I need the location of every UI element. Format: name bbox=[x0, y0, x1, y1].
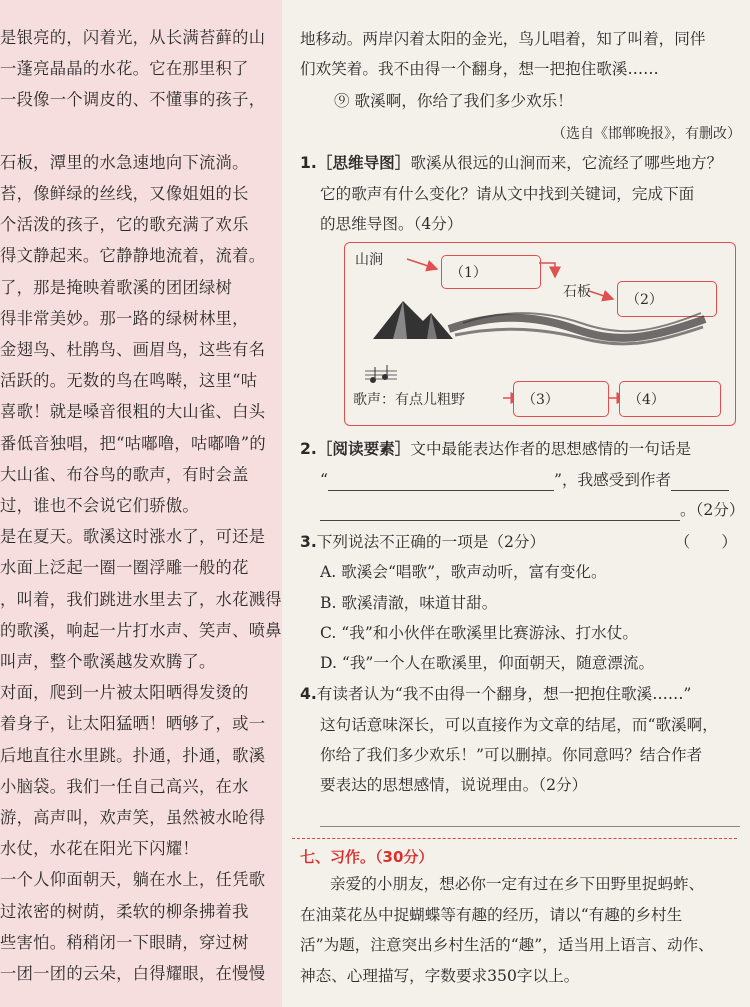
question-text: 歌溪从很远的山涧而来，它流经了哪些地方？ bbox=[410, 154, 723, 172]
left-passage-line: 个活泼的孩子，它的歌充满了欢乐 bbox=[0, 215, 249, 235]
left-passage-line: 一蓬亮晶晶的水花。它在那里积了 bbox=[0, 59, 249, 79]
left-passage-line: 活跃的。无数的鸟在鸣啭，这里“咕 bbox=[0, 371, 258, 391]
passage-line: 地移动。两岸闪着太阳的金光，鸟儿唱着，知了叫着，同伴 bbox=[300, 30, 706, 48]
question-number: 3. bbox=[300, 533, 317, 551]
left-passage-line: 喜歌！就是嗓音很粗的大山雀、白头 bbox=[0, 402, 266, 422]
option-c[interactable]: C. “我”和小伙伴在歌溪里比赛游泳、打水仗。 bbox=[320, 624, 638, 642]
question-text: 的思维导图。（4分） bbox=[320, 215, 463, 233]
question-2-fill-line: 。（2分） bbox=[320, 499, 750, 521]
left-passage-line: 一段像一个调皮的、不懂事的孩子， bbox=[0, 90, 266, 110]
section-title: 七、习作。（30分） bbox=[300, 848, 434, 866]
left-passage-line: 水仗，水花在阳光下闪耀！ bbox=[0, 839, 199, 859]
left-passage-line: 金翅鸟、杜鹃鸟、画眉鸟，这些有名 bbox=[0, 340, 266, 359]
left-passage-line: 过，谁也不会说它们骄傲。 bbox=[0, 496, 199, 515]
left-passage-line: 对面，爬到一片被太阳晒得发烫的 bbox=[0, 683, 249, 703]
question-1 bbox=[300, 152, 745, 174]
left-passage-line: 小脑袋。我们一任自己高兴，在水 bbox=[0, 776, 249, 796]
prompt-text: 在油菜花丛中捉蝴蝶等有趣的经历，请以“有趣的乡村生 bbox=[300, 906, 683, 924]
prompt-text: 神态、心理描写，字数要求350字以上。 bbox=[300, 967, 580, 985]
left-passage-line: 游，高声叫，欢声笑，虽然被水呛得 bbox=[0, 808, 266, 827]
mindmap-answer-box-4[interactable]: （4） bbox=[619, 381, 721, 417]
question-text: 它的歌声有什么变化？请从文中找到关键词，完成下面 bbox=[320, 185, 695, 203]
mindmap-answer-box-3[interactable]: （3） bbox=[513, 381, 609, 417]
answer-blank[interactable] bbox=[320, 520, 680, 521]
left-passage-line: 得文静起来。它静静地流着，流着。 bbox=[0, 246, 266, 266]
left-passage-line: 苔，像鲜绿的丝线，又像姐姐的长 bbox=[0, 184, 249, 203]
prompt-text: 活”为题，注意突出乡村生活的“趣”，适当用上语言、动作、 bbox=[300, 936, 714, 954]
mindmap-label-gesheng: 歌声：有点儿粗野 bbox=[353, 392, 465, 408]
left-passage-line: 叫声，整个歌溪越发欢腾了。 bbox=[0, 652, 216, 671]
section-divider bbox=[292, 838, 737, 839]
left-passage-line: 些害怕。稍稍闭一下眼睛，穿过树 bbox=[0, 932, 249, 952]
question-4: 4.有读者认为“我不由得一个翻身，想一把抱住歌溪……” bbox=[300, 685, 692, 703]
right-page-column bbox=[300, 0, 745, 1007]
left-passage-line: 石板，潭里的水急速地向下流淌。 bbox=[0, 152, 249, 172]
question-text: 你给了我们多少欢乐！”可以删掉。你同意吗？结合作者 bbox=[320, 746, 703, 764]
passage-source: （选自《邯郸晚报》，有删改） bbox=[552, 126, 741, 142]
option-d[interactable]: D. “我”一个人在歌溪里，仰面朝天，随意漂流。 bbox=[320, 654, 655, 672]
answer-blank[interactable] bbox=[671, 490, 729, 491]
left-passage-line: ，叫着，我们跳进水里去了，水花溅得 bbox=[0, 589, 282, 609]
left-passage-line: 是在夏天。歌溪这时涨水了，可还是 bbox=[0, 527, 266, 547]
question-number: 2. bbox=[300, 440, 317, 458]
passage-line: 们欢笑着。我不由得一个翻身，想一把抱住歌溪…… bbox=[300, 60, 659, 78]
question-2 bbox=[300, 438, 745, 460]
question-number: 4. bbox=[300, 685, 317, 703]
answer-line[interactable] bbox=[320, 826, 740, 827]
left-passage-line: 一个人仰面朝天，躺在水上，任凭歌 bbox=[0, 870, 266, 890]
prompt-text: 亲爱的小朋友，想必你一定有过在乡下田野里捉蚂蚱、 bbox=[330, 875, 705, 893]
question-text: 要表达的思想感情，说说理由。（2分） bbox=[320, 776, 588, 794]
left-page-column bbox=[0, 0, 282, 1007]
mindmap-label-shanjian: 山涧 bbox=[355, 252, 383, 268]
question-2-fill-line: “ ”，我感受到作者 bbox=[320, 469, 750, 491]
option-a[interactable]: A. 歌溪会“唱歌”，歌声动听，富有变化。 bbox=[320, 563, 607, 581]
answer-blank[interactable] bbox=[328, 490, 554, 491]
mindmap-answer-box-2[interactable]: （2） bbox=[617, 281, 717, 317]
question-tag: ［思维导图］ bbox=[316, 153, 411, 172]
left-passage-line: 一团一团的云朵，白得耀眼，在慢慢 bbox=[0, 964, 266, 983]
left-passage-line: 了，那是掩映着歌溪的团团绿树 bbox=[0, 277, 233, 297]
question-tag: ［阅读要素］ bbox=[316, 439, 411, 458]
answer-paren[interactable]: （ ） bbox=[674, 533, 737, 551]
left-passage-line: 得非常美妙。那一路的绿树林里， bbox=[0, 308, 249, 328]
passage-paragraph-9: ⑨ 歌溪啊，你给了我们多少欢乐！ bbox=[334, 92, 573, 110]
option-b[interactable]: B. 歌溪清澈，味道甘甜。 bbox=[320, 594, 498, 612]
music-note-icon bbox=[365, 365, 397, 383]
mind-map bbox=[344, 242, 736, 426]
stream-brushstroke-icon bbox=[449, 313, 705, 344]
left-passage-line: 番低音独唱，把“咕嘟噜，咕嘟噜”的 bbox=[0, 433, 266, 453]
mindmap-answer-box-1[interactable]: （1） bbox=[441, 255, 541, 289]
mountain-icon bbox=[373, 301, 453, 339]
left-passage-line: 过浓密的树荫，柔软的柳条拂着我 bbox=[0, 901, 249, 921]
question-number: 1. bbox=[300, 154, 317, 172]
question-3: 3.下列说法不正确的一项是（2分） （ ） bbox=[300, 533, 737, 551]
question-text: 这句话意味深长，可以直接作为文章的结尾，而“歌溪啊， bbox=[320, 716, 718, 734]
mindmap-label-shiban: 石板 bbox=[563, 284, 591, 300]
left-passage-line: 大山雀、布谷鸟的歌声，有时会盖 bbox=[0, 464, 249, 484]
left-passage-line: 着身子，让太阳猛晒！晒够了，或一 bbox=[0, 714, 266, 734]
left-passage-line: 水面上泛起一圈一圈浮雕一般的花 bbox=[0, 558, 249, 578]
left-passage-line: 是银亮的，闪着光，从长满苔藓的山 bbox=[0, 28, 266, 47]
question-text: 文中最能表达作者的思想感情的一句话是 bbox=[410, 440, 692, 458]
left-passage-line: 后地直往水里跳。扑通，扑通，歌溪 bbox=[0, 745, 266, 765]
left-passage-line: 的歌溪，响起一片打水声、笑声、喷鼻 bbox=[0, 620, 282, 640]
